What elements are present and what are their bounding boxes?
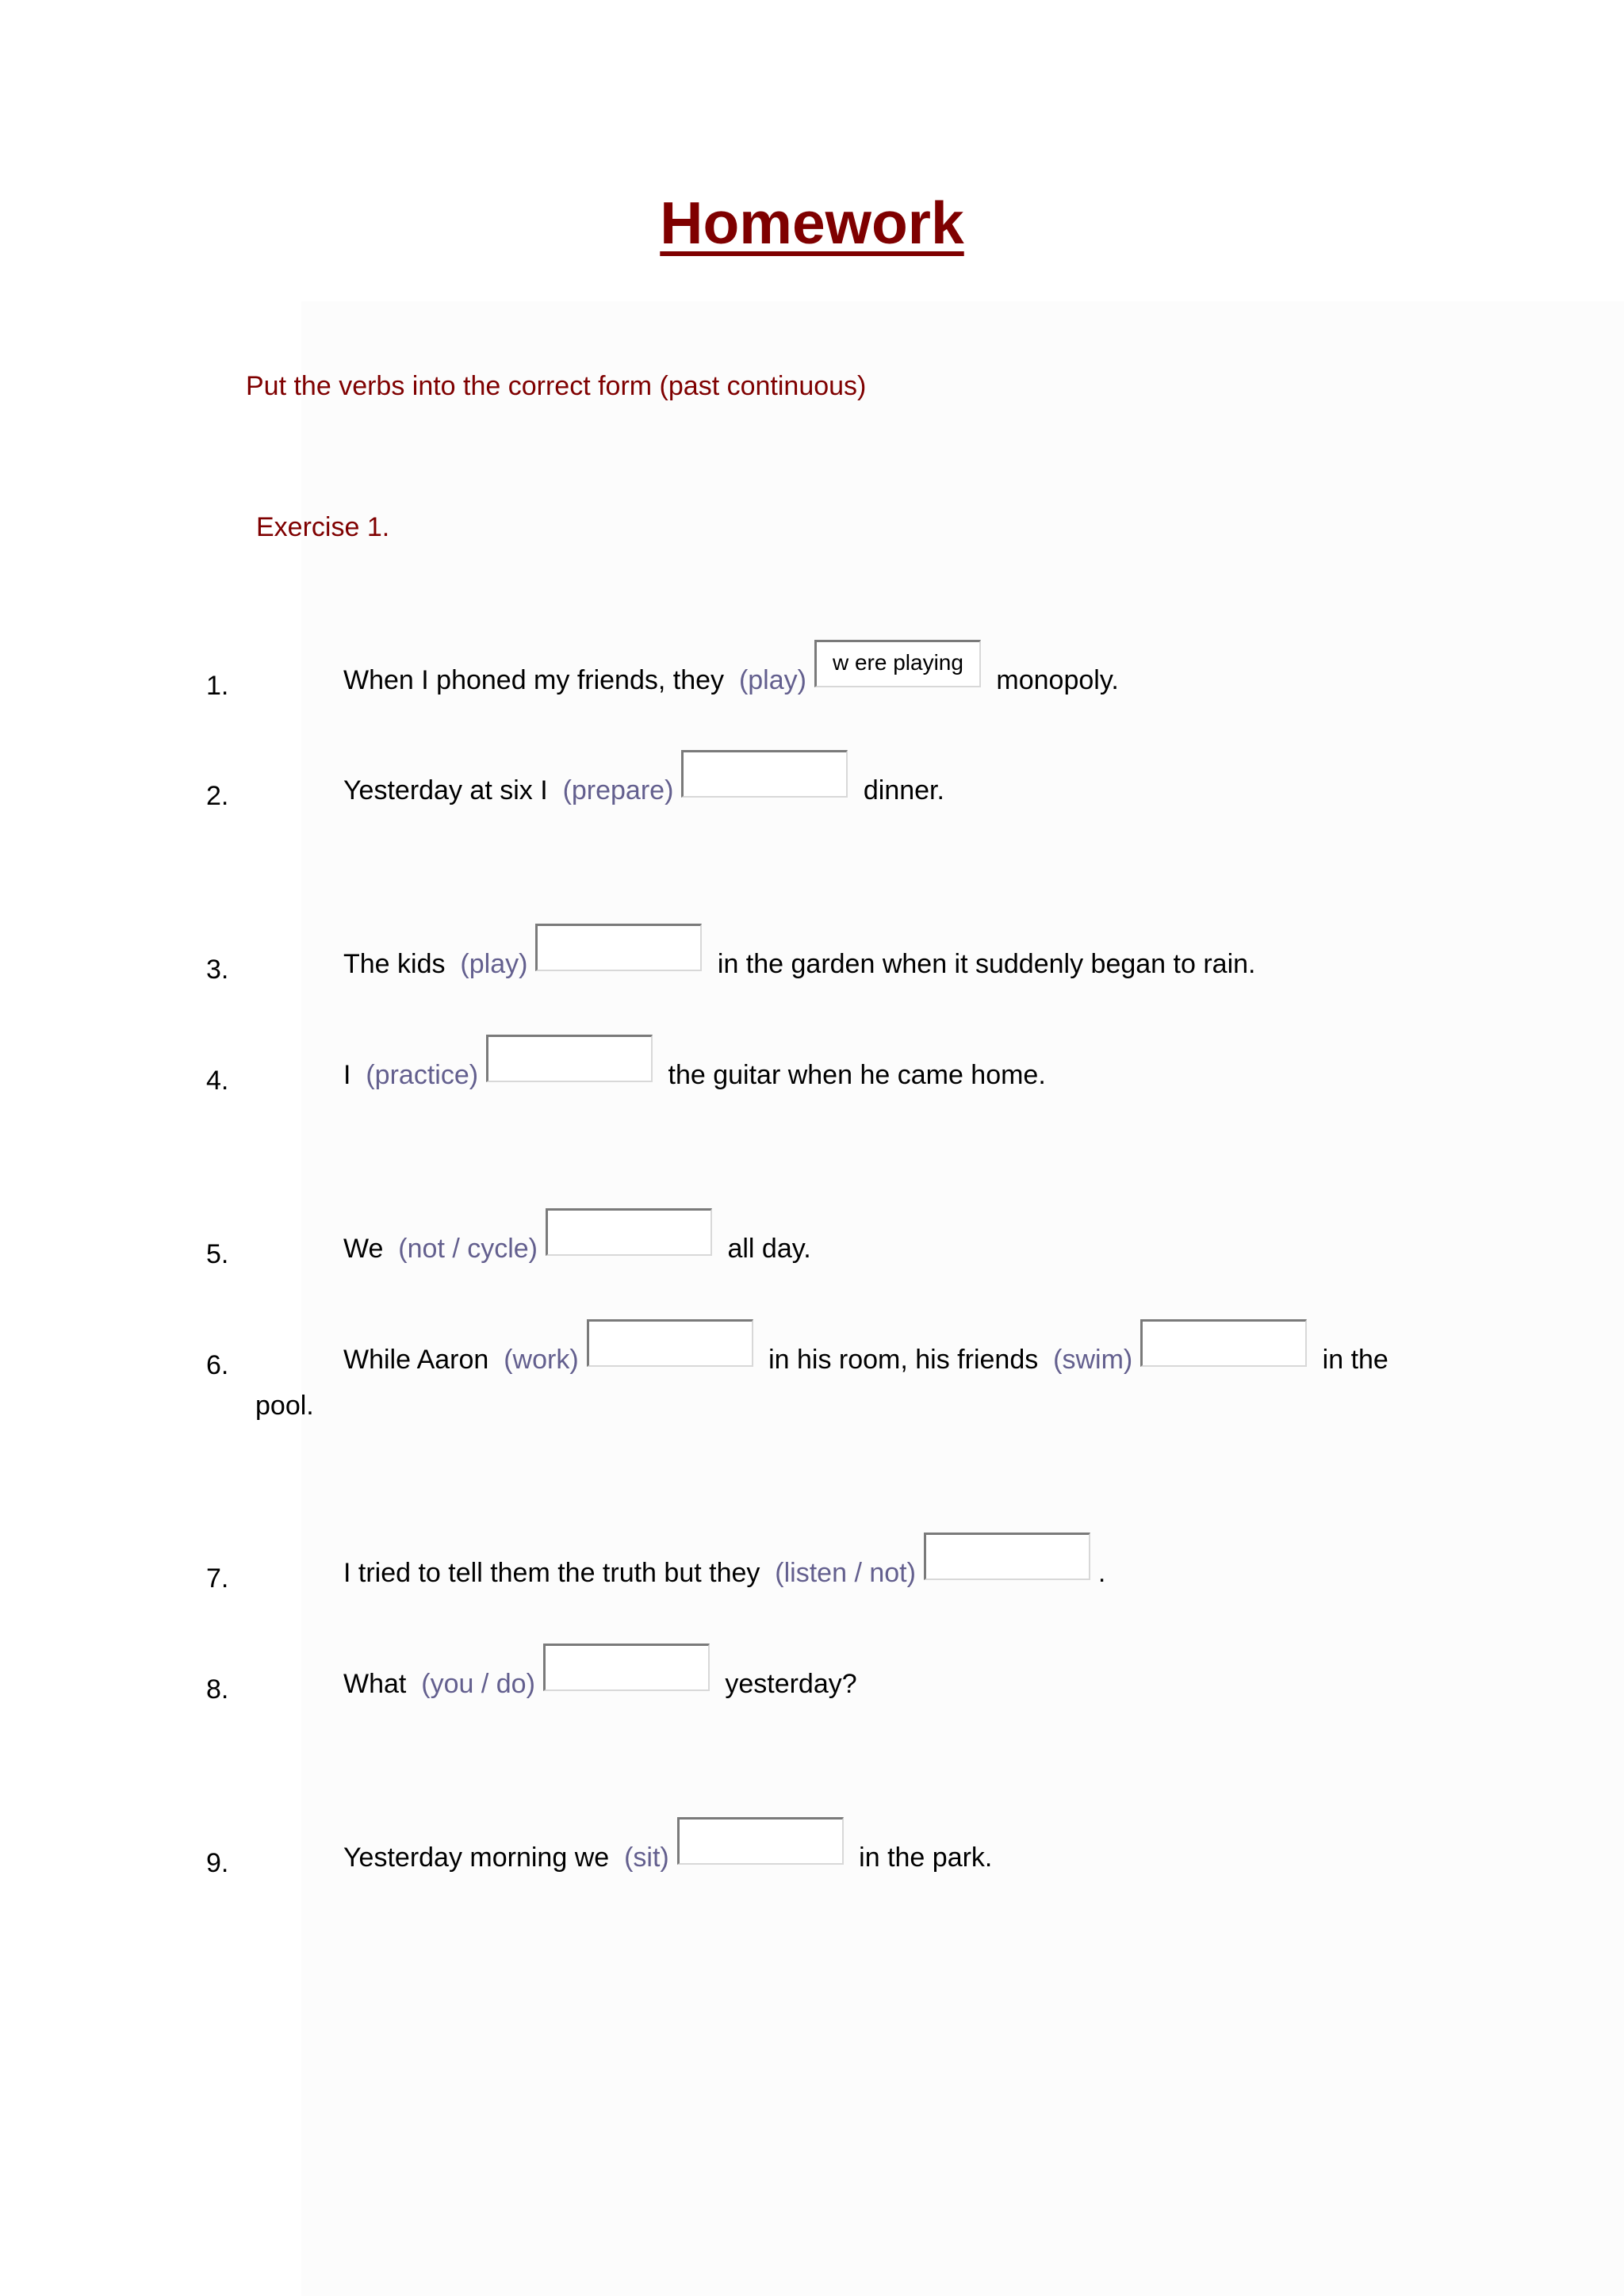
sentence-end: in the xyxy=(1315,1345,1388,1375)
answer-field[interactable] xyxy=(546,1208,712,1256)
sentence-end: yesterday? xyxy=(717,1669,857,1699)
sentence-middle: in his room, his friends xyxy=(760,1345,1046,1375)
verb-hint: (prepare) xyxy=(562,775,674,806)
answer-field[interactable]: w ere playing xyxy=(814,640,981,687)
exercise-item-6 xyxy=(343,1326,1388,1373)
verb-hint: (not / cycle) xyxy=(398,1234,538,1264)
answer-field[interactable] xyxy=(535,924,702,971)
exercise-item-4 xyxy=(343,1041,1046,1089)
sentence-end: in the park. xyxy=(851,1843,993,1873)
verb-hint: (practice) xyxy=(366,1060,479,1090)
exercise-item-7 xyxy=(343,1539,1105,1586)
item-number: 1. xyxy=(206,671,229,701)
sentence-start: Yesterday at six I xyxy=(343,775,556,806)
instruction-text: Put the verbs into the correct form (past continuous) xyxy=(246,371,867,401)
item-number: 4. xyxy=(206,1066,229,1096)
verb-hint: (sit) xyxy=(624,1843,669,1873)
sentence-end: monopoly. xyxy=(988,665,1119,695)
sentence-start: I tried to tell them the truth but they xyxy=(343,1558,768,1588)
verb-hint: (listen / not) xyxy=(775,1558,916,1588)
page-title: Homework xyxy=(660,189,964,256)
verb-hint: (play) xyxy=(738,665,806,695)
exercise-item-5 xyxy=(343,1215,811,1262)
sentence-end: in the garden when it suddenly began to rain. xyxy=(710,949,1256,979)
answer-field[interactable] xyxy=(486,1035,653,1082)
answer-field[interactable] xyxy=(924,1533,1090,1580)
verb-hint: (play) xyxy=(460,949,528,979)
exercise-item-1 xyxy=(343,646,1119,694)
sentence-end: dinner. xyxy=(856,775,944,806)
sentence-start: While Aaron xyxy=(343,1345,496,1375)
sentence-end: the guitar when he came home. xyxy=(661,1060,1046,1090)
sentence-start: The kids xyxy=(343,949,453,979)
item-number: 8. xyxy=(206,1674,229,1705)
answer-field[interactable] xyxy=(677,1817,844,1865)
exercise-item-8 xyxy=(343,1650,857,1697)
verb-hint: (work) xyxy=(504,1345,579,1375)
exercise-label: Exercise 1. xyxy=(256,512,390,542)
answer-field[interactable] xyxy=(543,1644,710,1691)
sentence-start: What xyxy=(343,1669,414,1699)
item-number: 2. xyxy=(206,781,229,811)
answer-field[interactable] xyxy=(587,1319,753,1367)
sentence-end: all day. xyxy=(720,1234,811,1264)
item-number: 3. xyxy=(206,955,229,985)
item-number: 7. xyxy=(206,1563,229,1594)
sentence-start: We xyxy=(343,1234,391,1264)
verb-hint: (you / do) xyxy=(421,1669,535,1699)
sentence-continuation: pool. xyxy=(255,1391,314,1421)
item-number: 6. xyxy=(206,1350,229,1380)
item-number: 9. xyxy=(206,1848,229,1878)
answer-field-2[interactable] xyxy=(1140,1319,1307,1367)
sentence-start: I xyxy=(343,1060,358,1090)
answer-field[interactable] xyxy=(681,750,848,798)
exercise-item-9 xyxy=(343,1823,992,1871)
verb-hint: (swim) xyxy=(1053,1345,1133,1375)
sentence-end: . xyxy=(1097,1558,1106,1588)
sentence-start: When I phoned my friends, they xyxy=(343,665,732,695)
exercise-item-3 xyxy=(343,930,1255,978)
exercise-item-2 xyxy=(343,756,944,804)
item-number: 5. xyxy=(206,1239,229,1269)
page-background xyxy=(301,301,1624,2296)
sentence-start: Yesterday morning we xyxy=(343,1843,617,1873)
